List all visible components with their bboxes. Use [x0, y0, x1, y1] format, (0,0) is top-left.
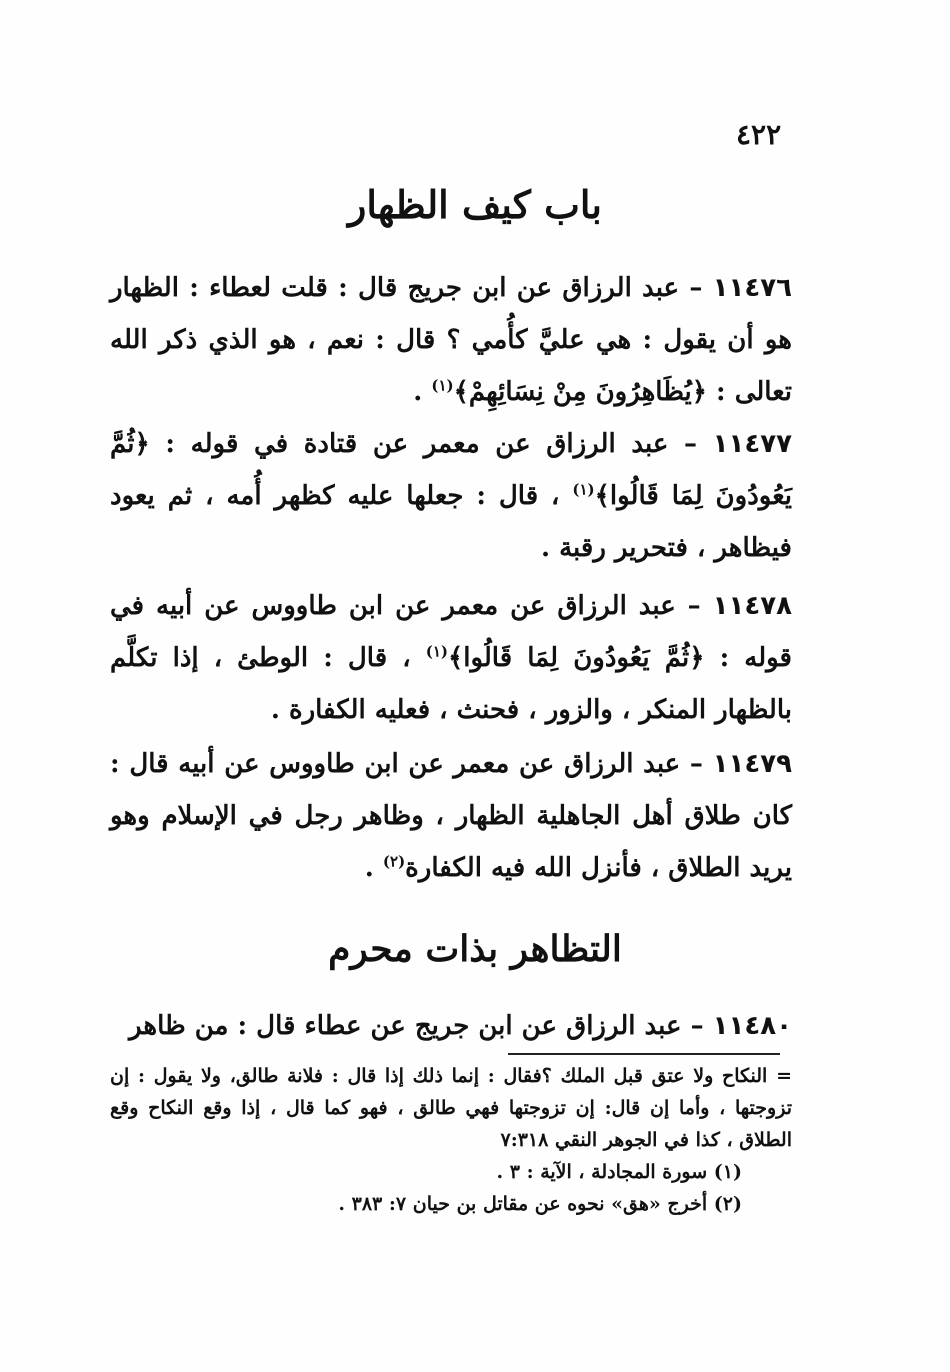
hadith-paragraph [110, 262, 792, 418]
hadith-text: – عبد الرزاق عن معمر عن ابن طاووس عن أبيه قال : كان طلاق أهل الجاهلية الظهار ، وظاهر رجل في الإسلام وهو يريد الطلاق ، فأنزل الله فيه الكفارة [110, 749, 792, 883]
footnotes [110, 1060, 792, 1220]
hadith-text: – عبد الرزاق عن معمر عن قتادة في قوله : ﴿ثُمَّ يَعُودُونَ لِمَا قَالُوا﴾ [110, 429, 792, 511]
hadith-text: – عبد الرزاق عن ابن جريج قال : قلت لعطاء : الظهار هو أن يقول : هي عليَّ كأُمي ؟ قال : نعم ، هو الذي ذكر الله تعالى : ﴿يُظَاهِرُونَ مِنْ نِسَائِهِمْ﴾ [110, 273, 792, 407]
hadith-number: ١١٤٨٠ [712, 1011, 792, 1041]
hadith-paragraph [110, 418, 792, 574]
hadith-text-tail: ، قال : الوطئ ، إذا تكلَّم بالظهار المنكر ، والزور ، فحنث ، فعليه الكفارة . [110, 643, 792, 725]
hadith-text-tail: . [364, 853, 383, 883]
page-number: ٤٢٢ [736, 118, 782, 151]
section-title: التظاهر بذات محرم [328, 928, 622, 970]
hadith-paragraph [110, 1000, 792, 1052]
footnote-item: (١) سورة المجادلة ، الآية : ٣ . [496, 1161, 742, 1183]
chapter-title: باب كيف الظهار [347, 182, 603, 227]
footnote-reference: (١) [572, 480, 595, 499]
footnote-reference: (١) [431, 376, 454, 395]
footnote-reference: (١) [425, 642, 448, 661]
hadith-paragraph [110, 738, 792, 894]
hadith-text: – عبد الرزاق عن معمر عن ابن طاووس عن أبيه في قوله : ﴿ثُمَّ يَعُودُونَ لِمَا قَالُوا﴾ [110, 591, 792, 673]
hadith-number: ١١٤٧٦ [712, 273, 792, 303]
hadith-text: – عبد الرزاق عن ابن جريج عن عطاء قال : من ظاهر [129, 1011, 704, 1041]
hadith-text-tail: ، قال : جعلها عليه كظهر أُمه ، ثم يعود فيظاهر ، فتحرير رقبة . [110, 481, 792, 563]
footnote-separator [508, 1053, 780, 1055]
hadith-number: ١١٤٧٨ [712, 591, 792, 621]
footnote-continuation: = النكاح ولا عتق قبل الملك ؟فقال : إنما ذلك إذا قال : فلانة طالق، ولا يقول : إن تزوجتها ، وأما إن قال: إن تزوجتها فهي طالق ، فهو كما قال ، إذا وقع النكاح وقع الطلاق ، كذا في الجوهر النقي ٧:٣١٨ [110, 1065, 792, 1151]
hadith-number: ١١٤٧٩ [712, 749, 792, 779]
hadith-text-tail: . [413, 377, 432, 407]
hadith-number: ١١٤٧٧ [712, 429, 792, 459]
hadith-paragraph [110, 580, 792, 736]
footnote-reference: (٢) [382, 852, 406, 871]
footnote-item: (٢) أخرج «هق» نحوه عن مقاتل بن حيان ٧: ٣٨٣ . [338, 1193, 742, 1215]
